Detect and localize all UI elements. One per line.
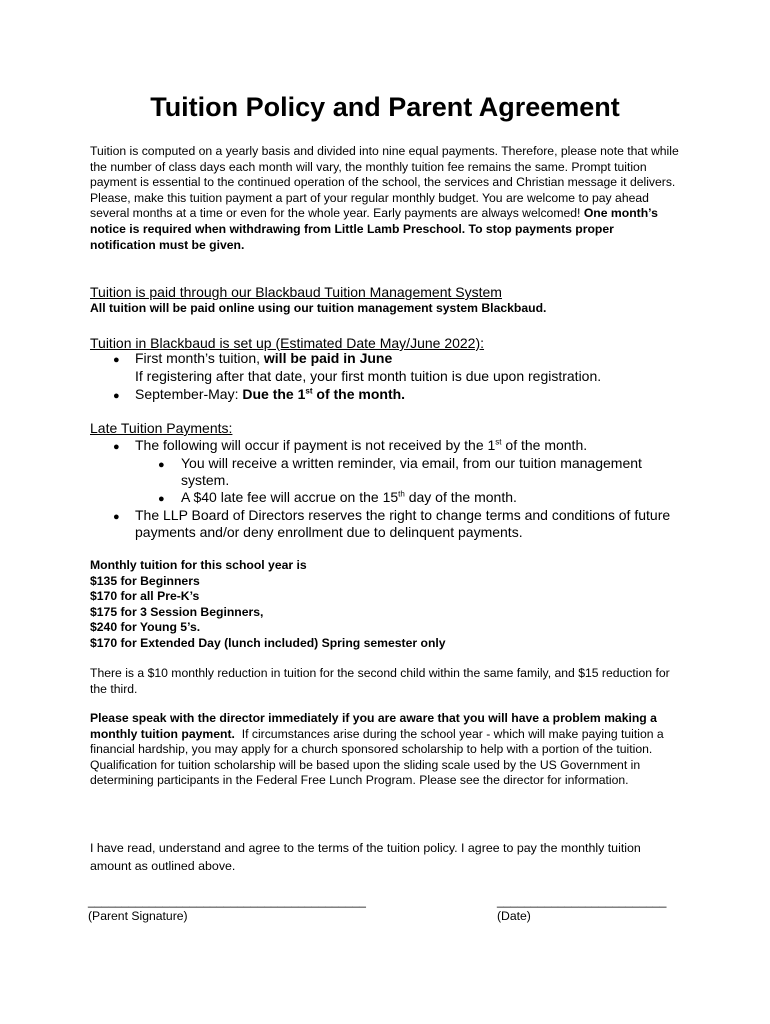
- monthly-tuition-list: [90, 558, 446, 652]
- monthly-tuition-line: $175 for 3 Session Beginners,: [90, 604, 264, 619]
- late-sub-1: You will receive a written reminder, via email, from our tuition management system.: [181, 455, 642, 488]
- late-sub-2-text: A $40 late fee will accrue on the 15: [181, 489, 399, 505]
- late-item-1-end: of the month.: [501, 437, 588, 453]
- monthly-tuition-line: $170 for all Pre-K’s: [90, 589, 200, 604]
- setup-item-2-sup: st: [305, 386, 313, 396]
- parent-signature-line[interactable]: _________________________________________: [88, 894, 366, 908]
- late-sub-2-end: day of the month.: [404, 489, 517, 505]
- page-title: Tuition Policy and Parent Agreement: [150, 92, 620, 122]
- date-line[interactable]: _________________________: [497, 894, 667, 908]
- intro-paragraph: [90, 144, 680, 253]
- setup-item-2-bold: Due the 1: [242, 386, 306, 402]
- setup-item-2-bold-end: of the month.: [312, 386, 406, 402]
- bullet-icon: ●: [113, 390, 120, 402]
- agreement-text: I have read, understand and agree to the terms of the tuition policy. I agree to pay the monthly tuition amount as outlined above.: [90, 841, 641, 873]
- monthly-tuition-line: $170 for Extended Day (lunch included) Spring semester only: [90, 635, 446, 650]
- late-item-1-text: The following will occur if payment is not received by the 1: [135, 437, 496, 453]
- bullet-icon: ●: [158, 493, 165, 505]
- late-sub-2-sup: th: [398, 489, 405, 499]
- monthly-tuition-line: Monthly tuition for this school year is: [90, 558, 307, 572]
- bullet-icon: ●: [113, 511, 120, 523]
- blackbaud-heading: Tuition is paid through our Blackbaud Tuition Management System: [90, 284, 502, 300]
- bullet-icon: ●: [113, 441, 120, 453]
- setup-heading: Tuition in Blackbaud is set up (Estimated Date May/June 2022):: [90, 335, 485, 351]
- monthly-tuition-line: $240 for Young 5’s.: [90, 620, 201, 635]
- director-bold: Please speak with the director immediately if you are aware that you will have a problem making a monthly tuition payment.: [90, 711, 657, 741]
- parent-signature-label: (Parent Signature): [88, 909, 188, 923]
- blackbaud-subtext: All tuition will be paid online using our tuition management system Blackbaud.: [90, 301, 547, 315]
- bullet-icon: ●: [158, 459, 165, 471]
- date-label: (Date): [497, 909, 531, 923]
- late-sub-2: [181, 489, 517, 506]
- setup-item-1-bold: will be paid in June: [263, 350, 393, 366]
- director-text: If circumstances arise during the school year - which will make paying tuition a financial hardship, you may apply for a church sponsored scholarship to help with a portion of the tuition. Qualification for tuition scholarship will be based upon the sliding scale used by the US Government in determining participants in the Federal Free Lunch Program. Please see the director for information.: [90, 726, 664, 788]
- late-item-1: [135, 437, 587, 454]
- setup-item-1-note: If registering after that date, your first month tuition is due upon registration.: [135, 368, 602, 384]
- intro-text: Tuition is computed on a yearly basis and divided into nine equal payments. Therefore, please note that while the number of class days each month will vary, the monthly tuition fee remains the same. Prompt tuition payment is essential to the continued operation of the school, the services and Christian message it delivers. Please, make this tuition payment a part of your regular monthly budget. You are welcome to pay ahead several months at a time or even for the whole year. Early payments are always welcomed!: [90, 144, 679, 221]
- reduction-paragraph: There is a $10 monthly reduction in tuition for the second child within the same family, and $15 reduction for the third.: [90, 666, 670, 696]
- monthly-tuition-line: $135 for Beginners: [90, 573, 200, 588]
- late-item-1-sup: st: [495, 437, 502, 447]
- intro-bold-notice: One month’s notice is required when withdrawing from Little Lamb Preschool. To stop payments proper notification must be given.: [90, 206, 658, 252]
- late-item-2: The LLP Board of Directors reserves the right to change terms and conditions of future payments and/or deny enrollment due to delinquent payments.: [135, 507, 671, 540]
- late-heading: Late Tuition Payments:: [90, 420, 233, 436]
- director-paragraph: [90, 711, 680, 789]
- bullet-icon: ●: [113, 354, 120, 366]
- setup-item-2-text: September-May:: [135, 386, 243, 402]
- setup-item-2: [135, 386, 405, 403]
- setup-item-1-text: First month’s tuition,: [135, 350, 264, 366]
- setup-item-1: [135, 350, 392, 367]
